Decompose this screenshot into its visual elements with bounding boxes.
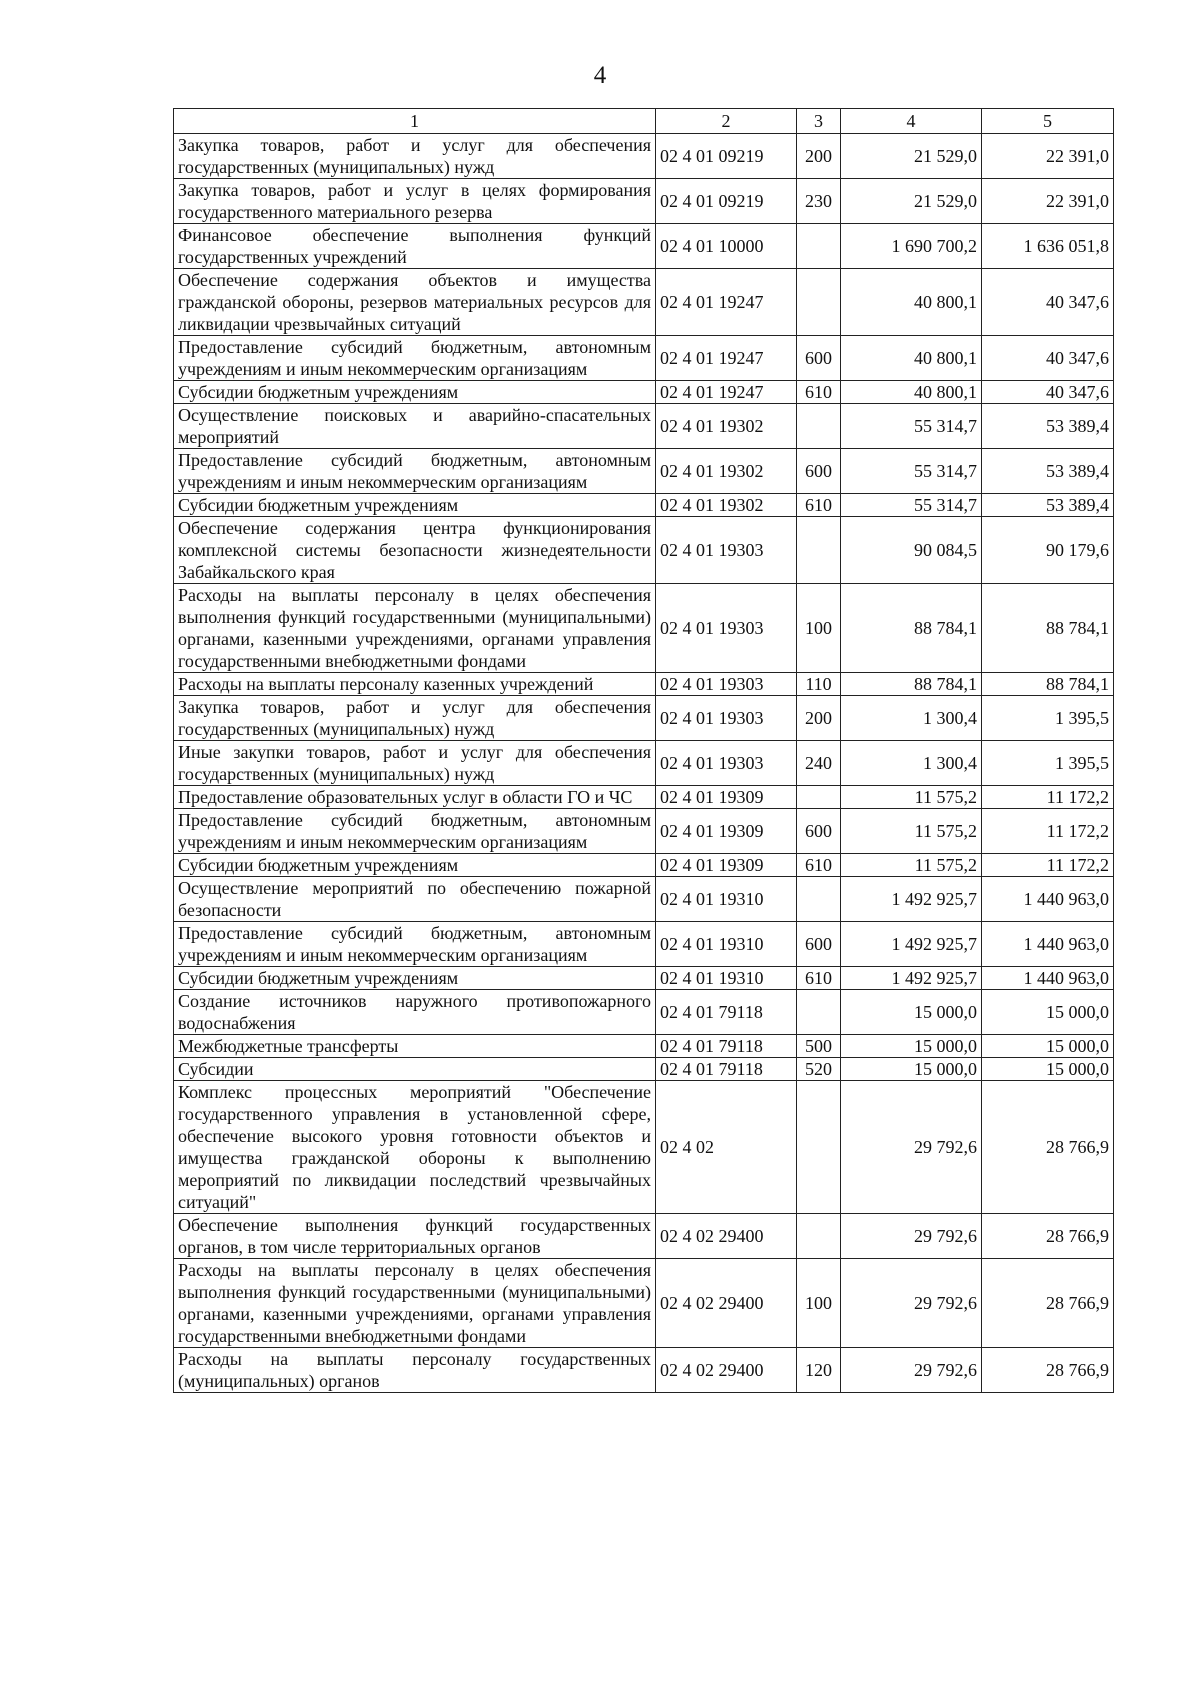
expense-type-cell: [797, 269, 841, 336]
budget-code-cell: 02 4 02: [656, 1081, 797, 1214]
expense-name-cell: Закупка товаров, работ и услуг для обеспечения государственных (муниципальных) нужд: [174, 134, 656, 179]
amount-year1-cell: 29 792,6: [841, 1259, 982, 1348]
table-row: [174, 786, 1114, 809]
amount-year2-cell: 53 389,4: [982, 449, 1114, 494]
amount-year2-cell: 40 347,6: [982, 336, 1114, 381]
expense-type-cell: 100: [797, 1259, 841, 1348]
table-row: [174, 179, 1114, 224]
amount-year1-cell: 40 800,1: [841, 269, 982, 336]
budget-code-cell: 02 4 01 19309: [656, 786, 797, 809]
expense-type-cell: [797, 517, 841, 584]
expense-name-cell: Осуществление мероприятий по обеспечению пожарной безопасности: [174, 877, 656, 922]
amount-year1-cell: 1 492 925,7: [841, 922, 982, 967]
amount-year2-cell: 15 000,0: [982, 1035, 1114, 1058]
amount-year1-cell: 11 575,2: [841, 786, 982, 809]
table-row: [174, 381, 1114, 404]
expense-type-cell: [797, 990, 841, 1035]
table-row: [174, 404, 1114, 449]
expense-type-cell: 610: [797, 381, 841, 404]
expense-type-cell: [797, 877, 841, 922]
budget-code-cell: 02 4 01 19247: [656, 269, 797, 336]
column-header: 3: [797, 109, 841, 134]
amount-year1-cell: 29 792,6: [841, 1081, 982, 1214]
amount-year1-cell: 55 314,7: [841, 449, 982, 494]
budget-code-cell: 02 4 01 19302: [656, 404, 797, 449]
expense-type-cell: 610: [797, 967, 841, 990]
table-row: [174, 673, 1114, 696]
amount-year1-cell: 15 000,0: [841, 990, 982, 1035]
expense-name-cell: Субсидии бюджетным учреждениям: [174, 381, 656, 404]
expense-name-cell: Осуществление поисковых и аварийно-спасательных мероприятий: [174, 404, 656, 449]
budget-code-cell: 02 4 01 19309: [656, 854, 797, 877]
budget-code-cell: 02 4 01 19303: [656, 517, 797, 584]
table-row: [174, 741, 1114, 786]
amount-year2-cell: 28 766,9: [982, 1348, 1114, 1393]
amount-year2-cell: 1 440 963,0: [982, 877, 1114, 922]
expense-type-cell: 100: [797, 584, 841, 673]
expense-type-cell: 500: [797, 1035, 841, 1058]
amount-year1-cell: 21 529,0: [841, 134, 982, 179]
table-row: [174, 1035, 1114, 1058]
amount-year2-cell: 53 389,4: [982, 404, 1114, 449]
expense-name-cell: Межбюджетные трансферты: [174, 1035, 656, 1058]
amount-year2-cell: 90 179,6: [982, 517, 1114, 584]
budget-code-cell: 02 4 01 19303: [656, 741, 797, 786]
budget-code-cell: 02 4 01 09219: [656, 179, 797, 224]
table-body: [174, 134, 1114, 1393]
amount-year1-cell: 29 792,6: [841, 1348, 982, 1393]
expense-name-cell: Предоставление субсидий бюджетным, автономным учреждениям и иным некоммерческим организациям: [174, 809, 656, 854]
expense-name-cell: Предоставление субсидий бюджетным, автономным учреждениям и иным некоммерческим организациям: [174, 449, 656, 494]
expense-name-cell: Комплекс процессных мероприятий "Обеспечение государственного управления в установленной сфере, обеспечение высокого уровня готовности объектов и имущества гражданской обороны к выполнению мероприятий по ликвидации последствий чрезвычайных ситуаций": [174, 1081, 656, 1214]
table-row: [174, 696, 1114, 741]
expense-name-cell: Субсидии бюджетным учреждениям: [174, 494, 656, 517]
expense-name-cell: Расходы на выплаты персоналу в целях обеспечения выполнения функций государственными (муниципальными) органами, казенными учреждениями, органами управления государственными внебюджетными фондами: [174, 1259, 656, 1348]
expense-name-cell: Создание источников наружного противопожарного водоснабжения: [174, 990, 656, 1035]
amount-year2-cell: 11 172,2: [982, 786, 1114, 809]
amount-year1-cell: 11 575,2: [841, 809, 982, 854]
expense-name-cell: Обеспечение содержания объектов и имущества гражданской обороны, резервов материальных ресурсов для ликвидации чрезвычайных ситуаций: [174, 269, 656, 336]
budget-code-cell: 02 4 01 19247: [656, 381, 797, 404]
amount-year1-cell: 88 784,1: [841, 673, 982, 696]
amount-year1-cell: 1 300,4: [841, 696, 982, 741]
expense-type-cell: 610: [797, 494, 841, 517]
table-row: [174, 494, 1114, 517]
table-header-row: [174, 109, 1114, 134]
table-row: [174, 854, 1114, 877]
amount-year1-cell: 15 000,0: [841, 1058, 982, 1081]
column-header: 1: [174, 109, 656, 134]
budget-code-cell: 02 4 01 19309: [656, 809, 797, 854]
budget-code-cell: 02 4 01 10000: [656, 224, 797, 269]
expense-name-cell: Субсидии бюджетным учреждениям: [174, 854, 656, 877]
expense-name-cell: Расходы на выплаты персоналу государственных (муниципальных) органов: [174, 1348, 656, 1393]
amount-year2-cell: 15 000,0: [982, 990, 1114, 1035]
amount-year2-cell: 28 766,9: [982, 1214, 1114, 1259]
expense-type-cell: 600: [797, 922, 841, 967]
amount-year2-cell: 11 172,2: [982, 854, 1114, 877]
column-header: 2: [656, 109, 797, 134]
budget-code-cell: 02 4 01 19310: [656, 922, 797, 967]
budget-code-cell: 02 4 01 79118: [656, 990, 797, 1035]
table-row: [174, 990, 1114, 1035]
table-row: [174, 336, 1114, 381]
amount-year2-cell: 11 172,2: [982, 809, 1114, 854]
budget-code-cell: 02 4 01 19303: [656, 584, 797, 673]
expense-name-cell: Субсидии бюджетным учреждениям: [174, 967, 656, 990]
expense-type-cell: 120: [797, 1348, 841, 1393]
budget-code-cell: 02 4 01 19310: [656, 967, 797, 990]
table-row: [174, 584, 1114, 673]
expense-name-cell: Закупка товаров, работ и услуг в целях формирования государственного материального резерва: [174, 179, 656, 224]
amount-year2-cell: 88 784,1: [982, 673, 1114, 696]
table-row: [174, 1058, 1114, 1081]
table-row: [174, 449, 1114, 494]
expense-name-cell: Обеспечение выполнения функций государственных органов, в том числе территориальных органов: [174, 1214, 656, 1259]
page-number: 4: [593, 62, 607, 89]
budget-code-cell: 02 4 01 79118: [656, 1035, 797, 1058]
expense-name-cell: Предоставление образовательных услуг в области ГО и ЧС: [174, 786, 656, 809]
expense-name-cell: Предоставление субсидий бюджетным, автономным учреждениям и иным некоммерческим организациям: [174, 336, 656, 381]
amount-year1-cell: 1 492 925,7: [841, 877, 982, 922]
expense-type-cell: 600: [797, 809, 841, 854]
expense-type-cell: 600: [797, 449, 841, 494]
expense-type-cell: [797, 1214, 841, 1259]
expense-name-cell: Иные закупки товаров, работ и услуг для обеспечения государственных (муниципальных) нужд: [174, 741, 656, 786]
amount-year1-cell: 1 690 700,2: [841, 224, 982, 269]
budget-code-cell: 02 4 02 29400: [656, 1259, 797, 1348]
table-row: [174, 269, 1114, 336]
amount-year2-cell: 1 395,5: [982, 741, 1114, 786]
amount-year2-cell: 28 766,9: [982, 1259, 1114, 1348]
budget-code-cell: 02 4 01 19303: [656, 673, 797, 696]
budget-code-cell: 02 4 01 09219: [656, 134, 797, 179]
amount-year1-cell: 55 314,7: [841, 404, 982, 449]
amount-year2-cell: 15 000,0: [982, 1058, 1114, 1081]
table-row: [174, 1081, 1114, 1214]
amount-year2-cell: 53 389,4: [982, 494, 1114, 517]
amount-year2-cell: 1 395,5: [982, 696, 1114, 741]
table-row: [174, 967, 1114, 990]
amount-year2-cell: 22 391,0: [982, 134, 1114, 179]
expense-type-cell: 110: [797, 673, 841, 696]
table-row: [174, 1214, 1114, 1259]
table-row: [174, 1348, 1114, 1393]
expense-name-cell: Финансовое обеспечение выполнения функций государственных учреждений: [174, 224, 656, 269]
expense-type-cell: 600: [797, 336, 841, 381]
expense-type-cell: [797, 224, 841, 269]
table-row: [174, 224, 1114, 269]
amount-year2-cell: 1 440 963,0: [982, 922, 1114, 967]
amount-year2-cell: 88 784,1: [982, 584, 1114, 673]
amount-year1-cell: 40 800,1: [841, 336, 982, 381]
budget-code-cell: 02 4 01 19247: [656, 336, 797, 381]
budget-table: [173, 108, 1114, 1393]
expense-name-cell: Расходы на выплаты персоналу в целях обеспечения выполнения функций государственными (муниципальными) органами, казенными учреждениями, органами управления государственными внебюджетными фондами: [174, 584, 656, 673]
amount-year2-cell: 1 636 051,8: [982, 224, 1114, 269]
expense-name-cell: Закупка товаров, работ и услуг для обеспечения государственных (муниципальных) нужд: [174, 696, 656, 741]
column-header: 5: [982, 109, 1114, 134]
expense-type-cell: 230: [797, 179, 841, 224]
expense-name-cell: Субсидии: [174, 1058, 656, 1081]
amount-year1-cell: 11 575,2: [841, 854, 982, 877]
amount-year1-cell: 29 792,6: [841, 1214, 982, 1259]
table-row: [174, 517, 1114, 584]
budget-code-cell: 02 4 01 19302: [656, 494, 797, 517]
expense-type-cell: 520: [797, 1058, 841, 1081]
budget-code-cell: 02 4 01 79118: [656, 1058, 797, 1081]
expense-name-cell: Обеспечение содержания центра функционирования комплексной системы безопасности жизнедеятельности Забайкальского края: [174, 517, 656, 584]
budget-code-cell: 02 4 01 19303: [656, 696, 797, 741]
table-row: [174, 922, 1114, 967]
amount-year1-cell: 1 300,4: [841, 741, 982, 786]
budget-code-cell: 02 4 02 29400: [656, 1214, 797, 1259]
budget-code-cell: 02 4 01 19302: [656, 449, 797, 494]
expense-type-cell: 200: [797, 134, 841, 179]
expense-name-cell: Предоставление субсидий бюджетным, автономным учреждениям и иным некоммерческим организациям: [174, 922, 656, 967]
amount-year2-cell: 28 766,9: [982, 1081, 1114, 1214]
expense-type-cell: [797, 1081, 841, 1214]
expense-type-cell: 610: [797, 854, 841, 877]
amount-year1-cell: 55 314,7: [841, 494, 982, 517]
amount-year1-cell: 90 084,5: [841, 517, 982, 584]
expense-type-cell: 240: [797, 741, 841, 786]
amount-year1-cell: 21 529,0: [841, 179, 982, 224]
expense-type-cell: [797, 404, 841, 449]
table-row: [174, 877, 1114, 922]
expense-type-cell: 200: [797, 696, 841, 741]
amount-year1-cell: 40 800,1: [841, 381, 982, 404]
amount-year2-cell: 1 440 963,0: [982, 967, 1114, 990]
amount-year2-cell: 22 391,0: [982, 179, 1114, 224]
amount-year2-cell: 40 347,6: [982, 381, 1114, 404]
table-row: [174, 134, 1114, 179]
table-row: [174, 1259, 1114, 1348]
expense-type-cell: [797, 786, 841, 809]
budget-code-cell: 02 4 02 29400: [656, 1348, 797, 1393]
expense-name-cell: Расходы на выплаты персоналу казенных учреждений: [174, 673, 656, 696]
amount-year1-cell: 1 492 925,7: [841, 967, 982, 990]
amount-year1-cell: 15 000,0: [841, 1035, 982, 1058]
amount-year1-cell: 88 784,1: [841, 584, 982, 673]
amount-year2-cell: 40 347,6: [982, 269, 1114, 336]
column-header: 4: [841, 109, 982, 134]
budget-code-cell: 02 4 01 19310: [656, 877, 797, 922]
table-row: [174, 809, 1114, 854]
